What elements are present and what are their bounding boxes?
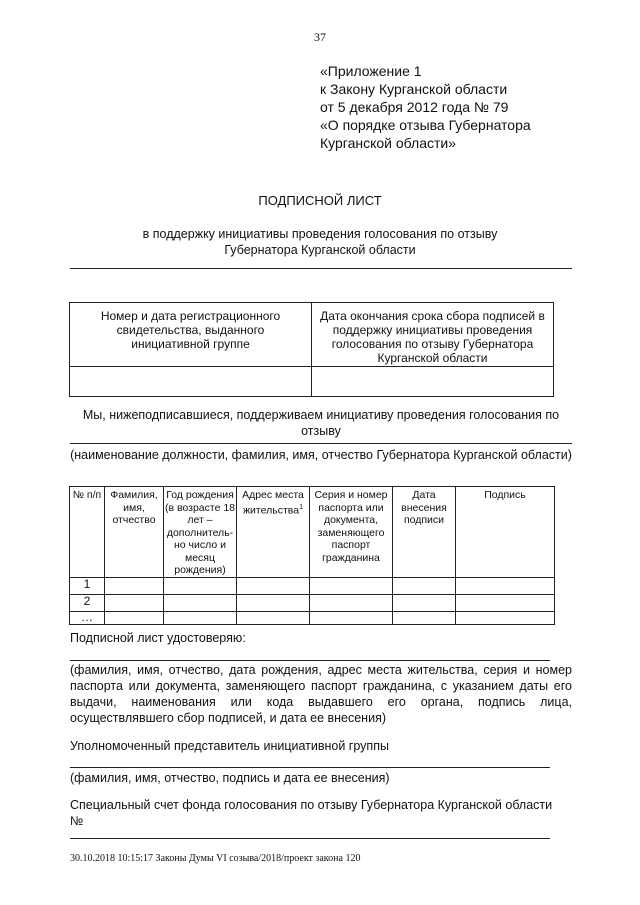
col-header-signature: Подпись (456, 487, 555, 578)
appendix-line: к Закону Курганской области (320, 81, 508, 97)
subtitle-line: Губернатора Курганской области (224, 243, 416, 257)
reg-col-certificate: Номер и дата регистрационного свидетельства, выданного инициативной группе (70, 303, 312, 367)
address-header-text: Адрес места жительства (242, 489, 304, 516)
reg-deadline-field[interactable] (312, 367, 554, 397)
address-footnote-mark: 1 (299, 503, 303, 511)
col-header-address (237, 487, 310, 578)
account-number-label: № (70, 814, 84, 828)
cell-passport[interactable] (310, 577, 393, 594)
account-label: Специальный счет фонда голосования по отзыву Губернатора Курганской области (70, 798, 553, 812)
reg-col-deadline: Дата окончания срока сбора подписей в поддержку инициативы проведения голосования по отзыву Губернатора Курганской области (312, 303, 554, 367)
appendix-line: «О порядке отзыва Губернатора (320, 117, 531, 133)
cell-birth[interactable] (164, 577, 237, 594)
appendix-line: Курганской области» (320, 135, 457, 151)
governor-name-field[interactable] (70, 443, 572, 444)
table-row (70, 577, 555, 594)
table-row (70, 611, 555, 624)
governor-caption: (наименование должности, фамилия, имя, отчество Губернатора Курганской области) (70, 448, 572, 462)
cell-signature[interactable] (456, 611, 555, 624)
col-header-number: № п/п (70, 487, 105, 578)
representative-label: Уполномоченный представитель инициативной группы (70, 739, 389, 753)
cell-signature[interactable] (456, 577, 555, 594)
row-number: 1 (70, 577, 105, 594)
appendix-header (320, 62, 531, 152)
representative-caption: (фамилия, имя, отчество, подпись и дата ее внесения) (70, 771, 390, 785)
table-row (70, 594, 555, 611)
account-number-field[interactable] (70, 838, 550, 839)
registration-table (69, 302, 554, 397)
row-number: 2 (70, 594, 105, 611)
cell-name[interactable] (105, 594, 164, 611)
cell-birth[interactable] (164, 594, 237, 611)
cell-birth[interactable] (164, 611, 237, 624)
cell-name[interactable] (105, 611, 164, 624)
cell-passport[interactable] (310, 611, 393, 624)
cell-name[interactable] (105, 577, 164, 594)
col-header-passport: Серия и номер паспорта или документа, заменяющего паспорт гражданина (310, 487, 393, 578)
title-divider (70, 268, 572, 269)
subtitle-line: в поддержку инициативы проведения голосования по отзыву (142, 227, 498, 241)
col-header-name: Фамилия, имя, отчество (105, 487, 164, 578)
signatures-table (69, 486, 555, 625)
cell-passport[interactable] (310, 594, 393, 611)
cell-address[interactable] (237, 611, 310, 624)
appendix-line: от 5 декабря 2012 года № 79 (320, 99, 509, 115)
support-statement: Мы, нижеподписавшиеся, поддерживаем инициативу проведения голосования по отзыву (82, 408, 560, 438)
cell-address[interactable] (237, 577, 310, 594)
cell-date[interactable] (393, 611, 456, 624)
appendix-line: «Приложение 1 (320, 63, 422, 79)
document-title: ПОДПИСНОЙ ЛИСТ (258, 193, 382, 208)
col-header-date: Дата внесения подписи (393, 487, 456, 578)
cell-address[interactable] (237, 594, 310, 611)
representative-field[interactable] (70, 767, 550, 768)
certify-label: Подписной лист удостоверяю: (70, 631, 246, 645)
certify-caption: (фамилия, имя, отчество, дата рождения, адрес места жительства, серия и номер паспорта или документа, заменяющего паспорт гражданина, с указанием даты его выдачи, наименования или кода выдавшего его органа, подпись лица, осуществлявшего сбор подписей, и дата ее внесения) (70, 663, 572, 725)
footer-path: 30.10.2018 10:15:17 Законы Думы VI созыва/2018/проект закона 120 (70, 853, 361, 864)
certify-field[interactable] (70, 660, 550, 661)
cell-signature[interactable] (456, 594, 555, 611)
document-subtitle (0, 226, 640, 258)
row-number: … (70, 611, 105, 624)
page-number: 37 (314, 30, 326, 44)
cell-date[interactable] (393, 577, 456, 594)
cell-date[interactable] (393, 594, 456, 611)
col-header-birth: Год рождения (в возрасте 18 лет – дополнитель-но число и месяц рождения) (164, 487, 237, 578)
reg-certificate-field[interactable] (70, 367, 312, 397)
